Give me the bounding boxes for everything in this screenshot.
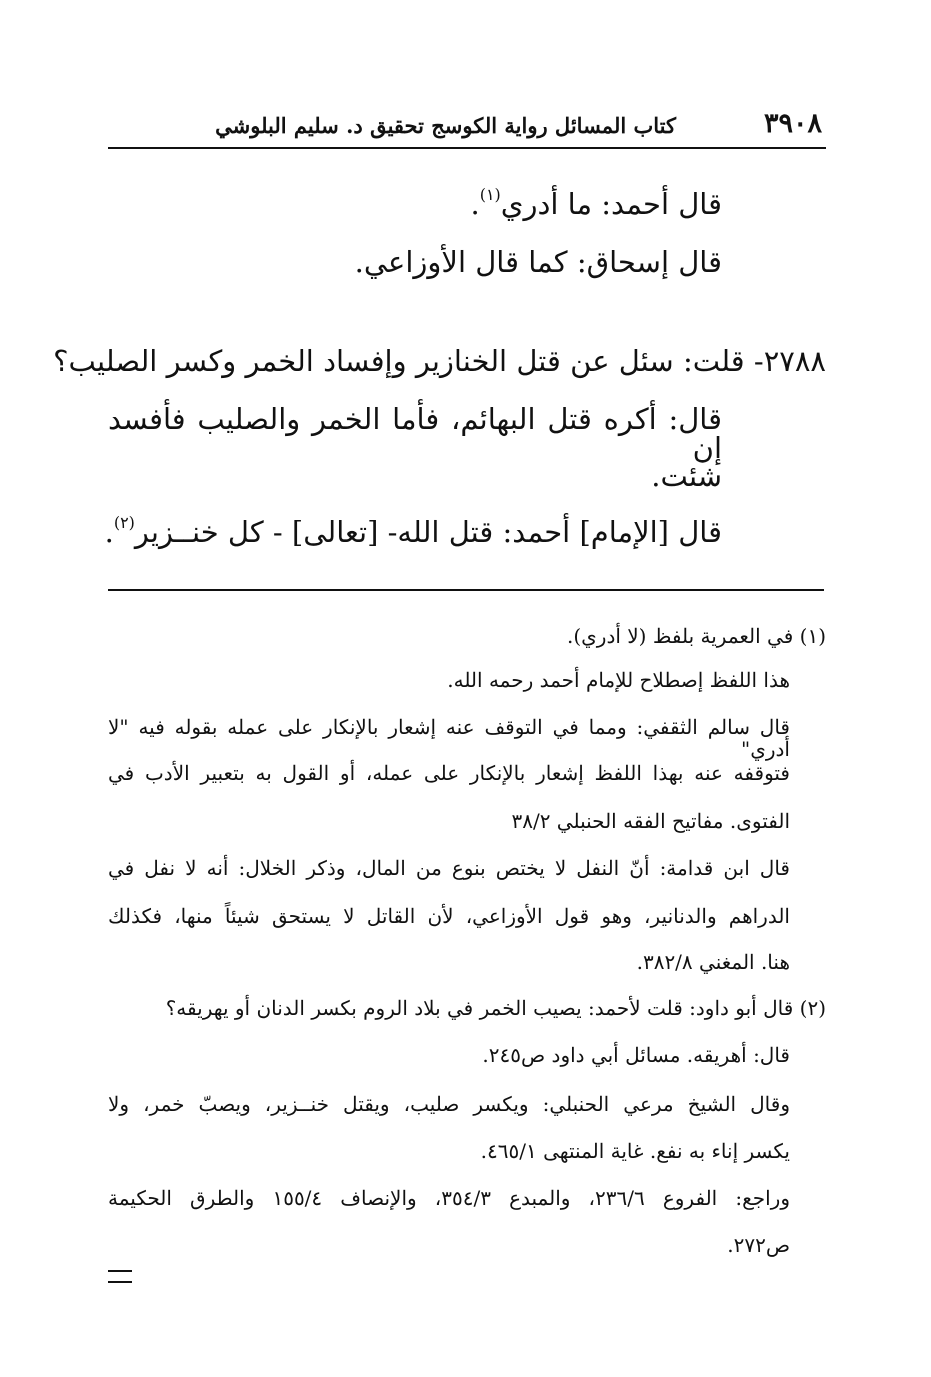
page-number: ٣٩٠٨ <box>763 108 822 139</box>
footnote-ref-1[interactable]: (١) <box>479 185 501 204</box>
footnote-2-line-3: وقال الشيخ مرعي الحنبلي: ويكسر صليب، ويقتل خنــزير، ويصبّ خمر، ولا <box>108 1092 790 1116</box>
continuation-mark <box>108 1270 132 1283</box>
footnote-1-line-7: الدراهم والدنانير، وهو قول الأوزاعي، لأن القاتل لا يستحق شيئاً منها، فكذلك <box>108 904 790 928</box>
running-title: كتاب المسائل رواية الكوسج تحقيق د. سليم البلوشي <box>215 113 676 138</box>
text-line-6-body: قال [الإمام] أحمد: قتل الله- [تعالى] - كل خنــزير <box>134 515 722 549</box>
question-2788: ٢٧٨٨- قلت: سئل عن قتل الخنازير وإفساد الخمر وكسر الصليب؟ <box>53 344 826 378</box>
footnote-1-line-4: فتوقفه عنه بهذا اللفظ إشعار بالإنكار على عمله، أو القول به بتعبير الأدب في <box>108 761 790 785</box>
text-line-1 <box>470 185 722 221</box>
footnote-2-line-2: قال: أهريقه. مسائل أبي داود ص٢٤٥. <box>482 1043 790 1067</box>
answer-line-1: قال: أكره قتل البهائم، فأما الخمر والصليب فأفسد إن <box>108 402 722 465</box>
footnote-2-line-1: (٢) قال أبو داود: قلت لأحمد: يصيب الخمر في بلاد الروم بكسر الدنان أو يهريقه؟ <box>165 996 826 1020</box>
text-line-6-end: . <box>104 515 114 549</box>
footnote-2-line-4: يكسر إناء به نفع. غاية المنتهى ٤٦٥/١. <box>480 1139 790 1163</box>
footnote-1-line-1: (١) في العمرية بلفظ (لا أدري). <box>566 624 826 648</box>
text-line-2: قال إسحاق: كما قال الأوزاعي. <box>354 245 722 279</box>
text-line-1-end: . <box>470 187 480 221</box>
text-line-1-body: قال أحمد: ما أدري <box>500 187 722 221</box>
footnote-separator <box>108 589 824 591</box>
footnote-1-line-2: هذا اللفظ إصطلاح للإمام أحمد رحمه الله. <box>447 668 790 692</box>
footnote-2-line-6: ص٢٧٢. <box>727 1233 790 1257</box>
text-line-6 <box>104 513 722 549</box>
footnote-1-line-5: الفتوى. مفاتيح الفقه الحنبلي ٣٨/٢ <box>511 809 790 833</box>
footnote-1-line-6: قال ابن قدامة: أنّ النفل لا يختص بنوع من المال، وذكر الخلال: أنه لا نفل في <box>108 856 790 880</box>
footnote-1-line-8: هنا. المغني ٣٨٢/٨. <box>636 950 790 974</box>
page-header <box>108 103 826 149</box>
answer-line-2: شئت. <box>651 459 722 493</box>
footnote-ref-2[interactable]: (٢) <box>113 513 135 532</box>
footnote-2-line-5: وراجع: الفروع ٢٣٦/٦، والمبدع ٣٥٤/٣، والإنصاف ١٥٥/٤ والطرق الحكيمة <box>108 1186 790 1210</box>
footnote-1-line-3: قال سالم الثقفي: ومما في التوقف عنه إشعار بالإنكار على عمله بقوله فيه "لا أدري" <box>108 715 790 761</box>
